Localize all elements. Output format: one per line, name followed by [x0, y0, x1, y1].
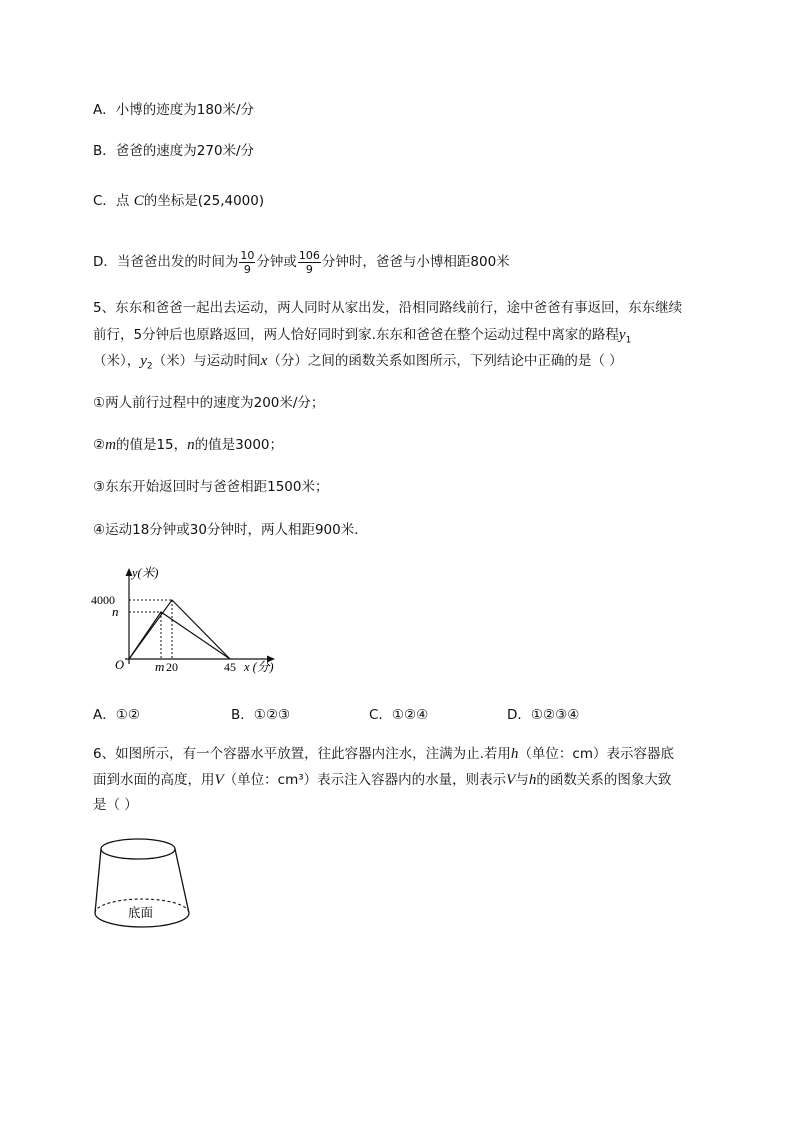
q6-line-2: 面到水面的高度，用V（单位：cm³）表示注入容器内的水量，则表示V与h的函数关系的图象大致	[93, 772, 672, 788]
option-d: D．当爸爸出发的时间为 $\frac{10}{9}$ 分钟或 $\frac{106}{9}$ 分钟时，爸爸与小博相距800米	[93, 248, 510, 276]
x-axis-label: x (分)	[244, 660, 274, 674]
q5-line-2: 前行，5分钟后也原路返回，两人恰好同时到家.东东和爸爸在整个运动过程中离家的路程$y_1$	[93, 327, 632, 346]
choice-b: B．①②③	[231, 707, 291, 723]
q5-statement-3: ③东东开始返回时与爸爸相距1500米；	[93, 479, 329, 495]
q5-line-1: 5、东东和爸爸一起出去运动，两人同时从家出发，沿相同路线前行，途中爸爸有事返回，东东继续	[93, 300, 683, 316]
q6-line-1: 6、如图所示，有一个容器水平放置，往此容器内注水，注满为止.若用h（单位：cm）表示容器底	[93, 746, 674, 762]
q6-line-3: 是（ ）	[93, 797, 138, 813]
container-figure	[90, 834, 200, 934]
fraction-10-9: $\frac{10}{9}$	[240, 248, 255, 276]
container-left-side	[95, 849, 101, 913]
option-a: A．小博的迹度为180米/分	[93, 102, 255, 118]
q5-statement-1: ①两人前行过程中的速度为200米/分；	[93, 395, 325, 411]
label-20: 20	[166, 660, 178, 674]
q5-statement-4: ④运动18分钟或30分钟时，两人相距900米．	[93, 522, 368, 538]
label-4000: 4000	[91, 593, 115, 607]
container-bottom-label: 底面	[128, 906, 154, 920]
label-n: n	[112, 604, 119, 619]
container-top	[101, 839, 175, 859]
q5-line-3: （米），$y_2$（米）与运动时间x（分）之间的函数关系如图所示，下列结论中正确的是（ ）	[93, 353, 623, 372]
option-c: C．点 C的坐标是(25,4000)	[93, 193, 265, 209]
y2-line	[129, 612, 230, 659]
var-c: C	[133, 193, 144, 209]
q5-distance-time-graph	[85, 560, 295, 680]
q5-statement-2: ②m的值是15，n的值是3000；	[93, 437, 283, 453]
option-b: B．爸爸的速度为270米/分	[93, 143, 255, 159]
fraction-106-9: $\frac{106}{9}$	[298, 248, 320, 276]
container-right-side	[175, 849, 189, 913]
choice-d: D．①②③④	[507, 707, 580, 723]
y-axis-label: y(米)	[132, 566, 159, 580]
choice-c: C．①②④	[369, 707, 429, 723]
label-45: 45	[224, 660, 236, 674]
origin-label: O	[115, 658, 125, 672]
label-m: m	[155, 659, 165, 674]
y1-line	[129, 600, 230, 659]
choice-a: A．①②	[93, 707, 140, 723]
